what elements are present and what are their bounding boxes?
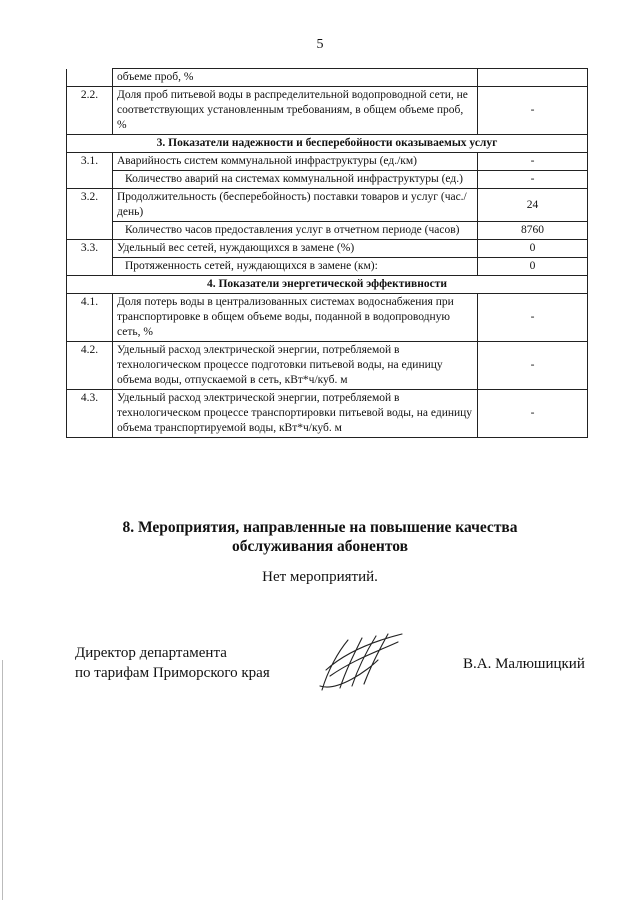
- row-number: 2.2.: [67, 87, 113, 135]
- row-value: -: [478, 294, 588, 342]
- table-row: [67, 189, 588, 222]
- table-section-row: [67, 135, 588, 153]
- row-description: Количество аварий на системах коммунальной инфраструктуры (ед.): [113, 171, 478, 189]
- section-8-heading-line-2: обслуживания абонентов: [232, 538, 408, 555]
- table-row: [67, 390, 588, 438]
- row-number: [67, 258, 113, 276]
- row-number: 4.1.: [67, 294, 113, 342]
- table-row: [67, 342, 588, 390]
- row-description: Удельный вес сетей, нуждающихся в замене (%): [113, 240, 478, 258]
- signer-title-line-2: по тарифам Приморского края: [75, 665, 270, 681]
- signer-title: [75, 643, 270, 683]
- table-row: [67, 171, 588, 189]
- row-number: 4.3.: [67, 390, 113, 438]
- row-value: -: [478, 390, 588, 438]
- row-number: [67, 171, 113, 189]
- table-row: [67, 258, 588, 276]
- row-description: Доля проб питьевой воды в распределительной водопроводной сети, не соответствующих установленным требованиям, в общем объеме проб, %: [113, 87, 478, 135]
- table-row: [67, 294, 588, 342]
- row-description: объеме проб, %: [113, 69, 478, 87]
- row-description: Удельный расход электрической энергии, потребляемой в технологическом процессе подготовки питьевой воды, на единицу объема воды, отпускаемой в сеть, кВт*ч/куб. м: [113, 342, 478, 390]
- indicators-table-body: [67, 69, 588, 438]
- row-value: 0: [478, 258, 588, 276]
- row-number: [67, 69, 113, 87]
- indicators-table: [66, 68, 588, 438]
- row-description: Аварийность систем коммунальной инфраструктуры (ед./км): [113, 153, 478, 171]
- row-description: Количество часов предоставления услуг в отчетном периоде (часов): [113, 222, 478, 240]
- row-value: -: [478, 171, 588, 189]
- row-number: 3.2.: [67, 189, 113, 222]
- table-row: [67, 87, 588, 135]
- section-title: 4. Показатели энергетической эффективности: [67, 276, 588, 294]
- row-number: [67, 222, 113, 240]
- row-number: 4.2.: [67, 342, 113, 390]
- table-section-row: [67, 276, 588, 294]
- row-value: 0: [478, 240, 588, 258]
- section-8-heading-line-1: 8. Мероприятия, направленные на повышение качества: [122, 519, 518, 536]
- row-number: 3.1.: [67, 153, 113, 171]
- row-number: 3.3.: [67, 240, 113, 258]
- table-row: [67, 240, 588, 258]
- row-value: 8760: [478, 222, 588, 240]
- scan-edge-line: [2, 660, 3, 900]
- row-description: Доля потерь воды в централизованных системах водоснабжения при транспортировке в общем объеме воды, поданной в водопроводную сеть, %: [113, 294, 478, 342]
- table-row: [67, 153, 588, 171]
- page-number: 5: [316, 37, 324, 52]
- row-description: Удельный расход электрической энергии, потребляемой в технологическом процессе транспортировки питьевой воды, на единицу объема транспортируемой воды, кВт*ч/куб. м: [113, 390, 478, 438]
- handwritten-signature: [318, 630, 406, 696]
- table-row: [67, 69, 588, 87]
- row-description: Протяженность сетей, нуждающихся в замене (км):: [113, 258, 478, 276]
- row-value: [478, 69, 588, 87]
- row-value: -: [478, 342, 588, 390]
- signer-name: В.А. Малюшицкий: [463, 656, 585, 672]
- no-measures-text: Нет мероприятий.: [262, 569, 378, 585]
- signer-title-line-1: Директор департамента: [75, 645, 227, 661]
- row-value: -: [478, 153, 588, 171]
- table-row: [67, 222, 588, 240]
- row-value: 24: [478, 189, 588, 222]
- section-8-heading: [0, 518, 640, 556]
- row-value: -: [478, 87, 588, 135]
- row-description: Продолжительность (бесперебойность) поставки товаров и услуг (час./день): [113, 189, 478, 222]
- section-title: 3. Показатели надежности и бесперебойности оказываемых услуг: [67, 135, 588, 153]
